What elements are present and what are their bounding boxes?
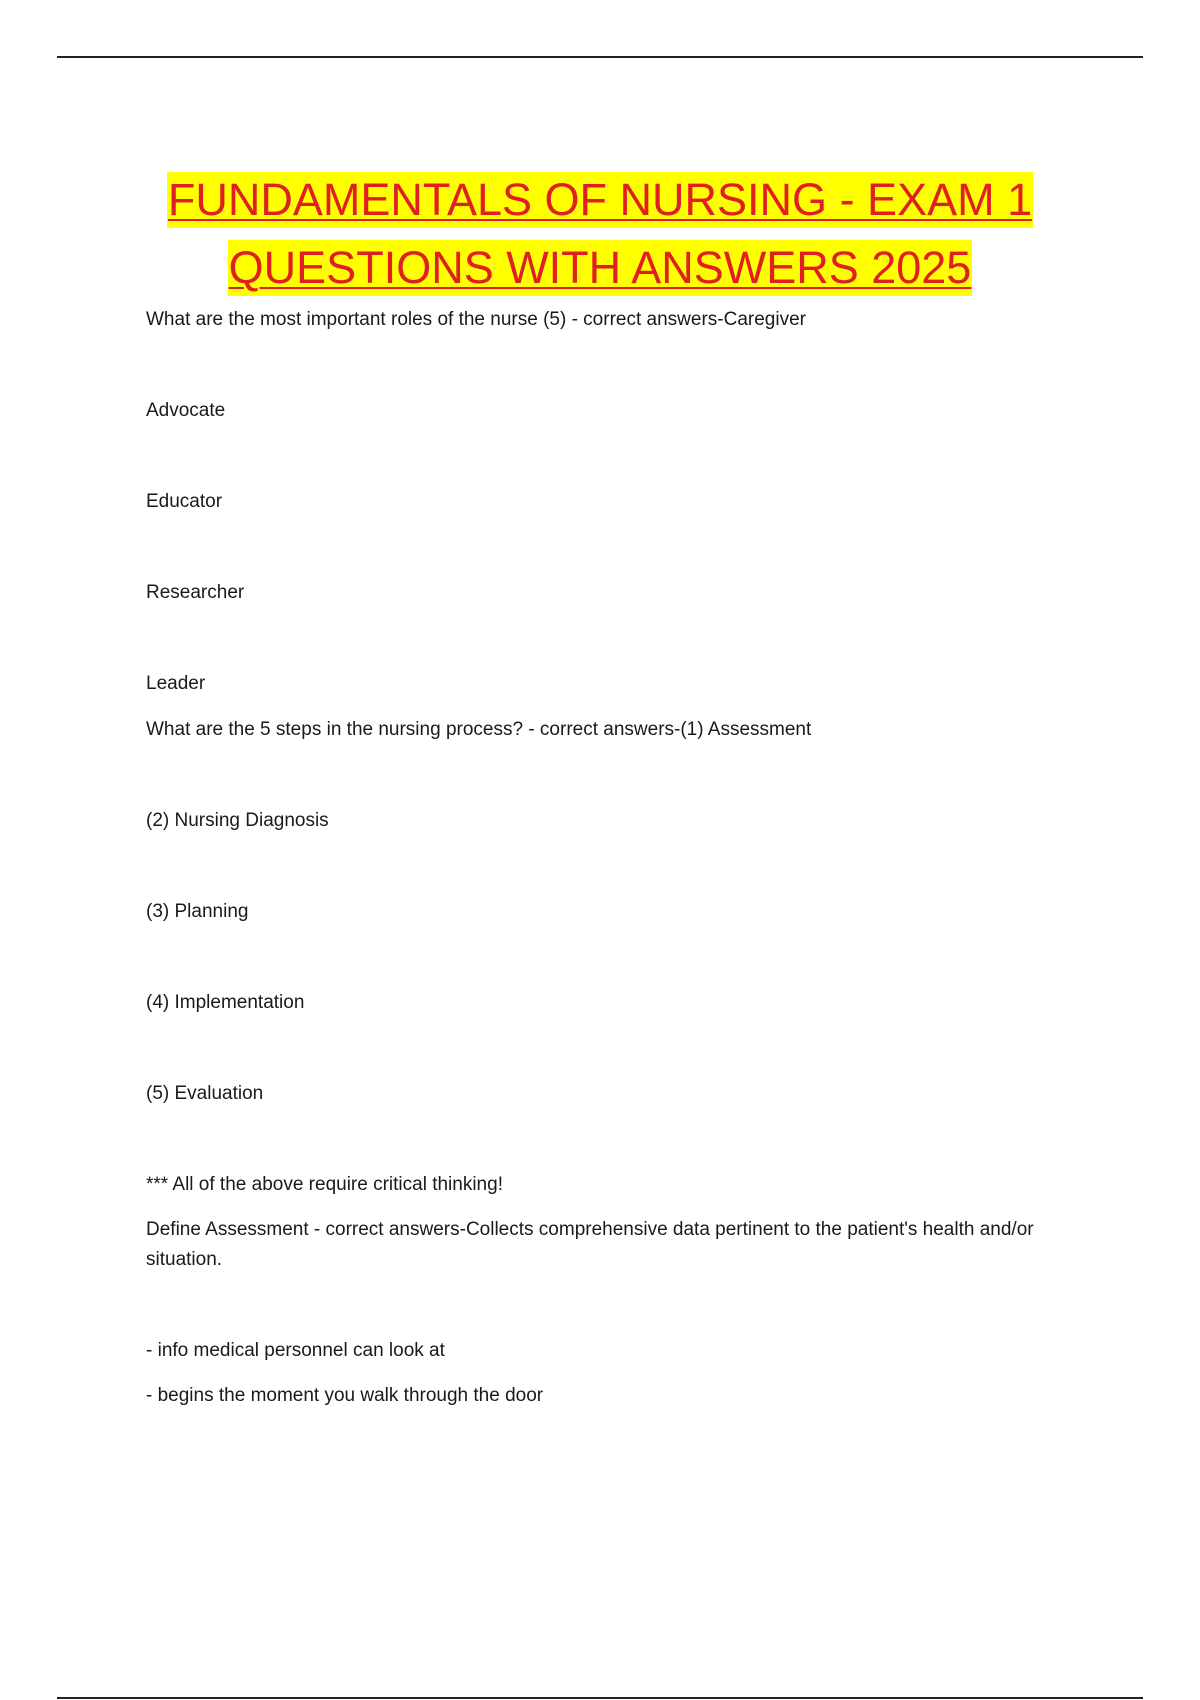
document-title [0,172,1200,308]
title-line-2: QUESTIONS WITH ANSWERS 2025 [228,240,973,296]
answer-researcher: Researcher [146,582,245,603]
bottom-rule [57,1697,1143,1699]
assessment-note-info: - info medical personnel can look at [146,1340,445,1361]
answer-planning: (3) Planning [146,901,249,922]
answer-evaluation: (5) Evaluation [146,1083,264,1104]
critical-thinking-note: *** All of the above require critical thinking! [146,1174,503,1195]
title-line-1: FUNDAMENTALS OF NURSING - EXAM 1 [167,172,1033,228]
assessment-note-begins: - begins the moment you walk through the door [146,1385,544,1406]
answer-educator: Educator [146,491,223,512]
answer-leader: Leader [146,673,206,694]
question-nurse-roles: What are the most important roles of the nurse (5) - correct answers-Caregiver [146,309,806,330]
question-nursing-process: What are the 5 steps in the nursing process? - correct answers-(1) Assessment [146,719,812,740]
answer-implementation: (4) Implementation [146,992,305,1013]
answer-nursing-diagnosis: (2) Nursing Diagnosis [146,810,329,831]
top-rule [57,56,1143,58]
question-define-assessment: Define Assessment - correct answers-Collects comprehensive data pertinent to the patient's health and/or situation. [146,1219,1034,1270]
answer-advocate: Advocate [146,400,226,421]
